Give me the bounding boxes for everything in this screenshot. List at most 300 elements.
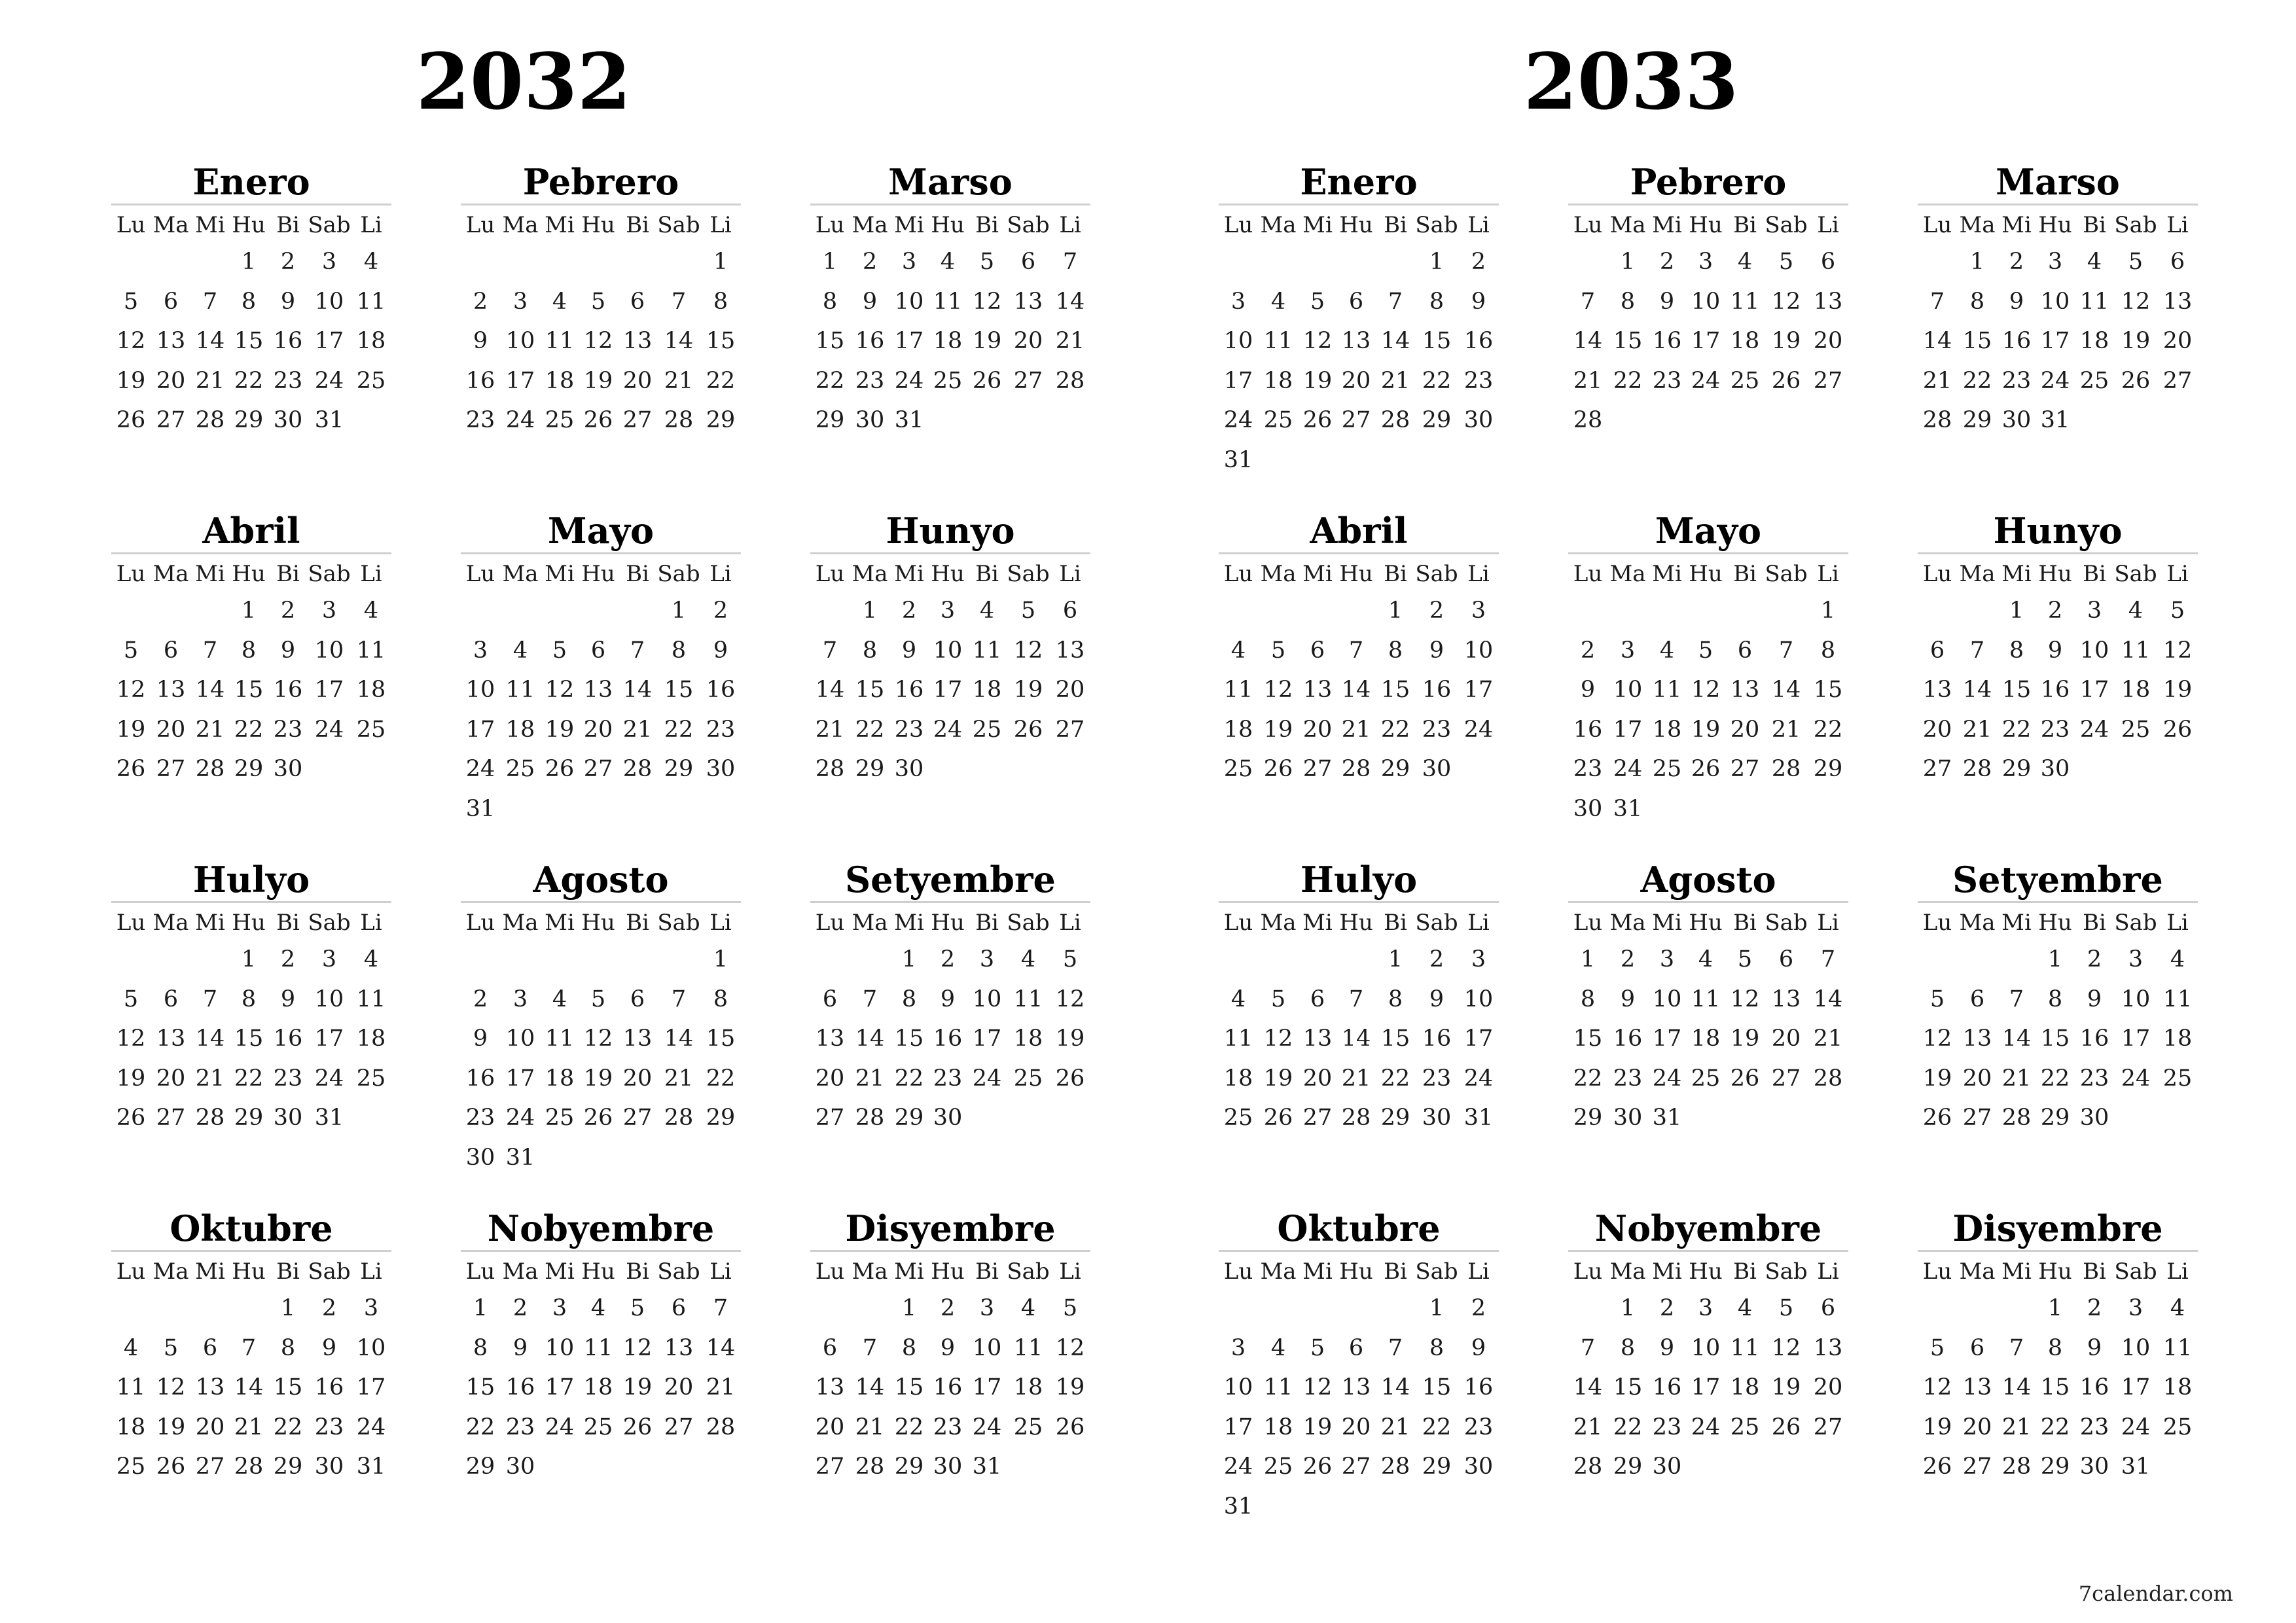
day-cell: 23	[465, 1105, 495, 1131]
day-cell: 8	[473, 1334, 488, 1361]
weekday-label: Ma	[1609, 212, 1646, 238]
weekday-label: Ma	[152, 561, 189, 587]
day-cell: 25	[1691, 1065, 1721, 1092]
month-divider	[1918, 901, 2198, 903]
month-calendar	[111, 858, 391, 1138]
day-cell: 24	[972, 1414, 1002, 1440]
empty-day-cell	[1050, 1098, 1090, 1138]
day-cell: 3	[1471, 946, 1486, 972]
weekday-label: Sab	[2114, 561, 2157, 587]
day-cell: 5	[123, 637, 139, 664]
empty-day-cell	[579, 1138, 618, 1178]
weekday-label: Bi	[276, 910, 300, 936]
day-cell: 13	[1730, 677, 1760, 703]
day-cell: 16	[2001, 328, 2032, 354]
day-cell: 16	[2079, 1026, 2109, 1052]
week-row	[1568, 789, 1848, 829]
day-cell: 16	[1652, 1374, 1682, 1400]
day-cell: 11	[2162, 1334, 2193, 1361]
day-cell: 30	[314, 1454, 344, 1480]
month-calendar	[461, 858, 741, 1177]
day-cell: 23	[505, 1414, 535, 1440]
week-row	[1918, 1368, 2198, 1408]
weekday-label: Mi	[545, 1258, 575, 1285]
day-cell: 5	[552, 637, 567, 664]
weekday-label: Bi	[2083, 910, 2106, 936]
day-cell: 18	[2162, 1374, 2193, 1400]
day-cell: 16	[505, 1374, 535, 1400]
day-cell: 15	[1380, 1026, 1410, 1052]
empty-day-cell	[1648, 591, 1686, 631]
day-cell: 28	[706, 1414, 736, 1440]
month-calendar	[1219, 509, 1499, 789]
week-row	[461, 1289, 741, 1329]
empty-day-cell	[1336, 242, 1376, 282]
week-row	[810, 710, 1090, 750]
empty-day-cell	[657, 789, 700, 829]
empty-day-cell	[1336, 1289, 1376, 1329]
day-cell: 25	[116, 1454, 146, 1480]
day-cell: 27	[815, 1105, 845, 1131]
month-name: Oktubre	[170, 1207, 333, 1249]
weekday-label: Sab	[1415, 212, 1458, 238]
day-cell: 11	[1013, 986, 1043, 1012]
month-name: Pebrero	[522, 161, 679, 203]
day-cell: 18	[1013, 1026, 1043, 1052]
weekday-header-row	[1568, 1255, 1848, 1289]
day-cell: 2	[1620, 946, 1636, 972]
day-cell: 3	[473, 637, 488, 664]
day-cell: 27	[1302, 756, 1333, 782]
day-cell: 24	[545, 1414, 575, 1440]
day-cell: 24	[2121, 1065, 2151, 1092]
empty-day-cell	[1765, 401, 1808, 440]
month-name: Hulyo	[1300, 859, 1418, 901]
week-row	[810, 361, 1090, 401]
empty-day-cell	[1686, 789, 1725, 829]
day-cell: 5	[1270, 637, 1286, 664]
week-row	[1219, 631, 1499, 671]
weekday-label: Hu	[931, 561, 965, 587]
day-cell: 23	[2001, 367, 2032, 394]
day-cell: 5	[1270, 986, 1286, 1012]
day-cell: 9	[1471, 1334, 1486, 1361]
day-cell: 13	[622, 328, 653, 354]
empty-day-cell	[657, 940, 700, 980]
day-cell: 12	[2162, 637, 2193, 664]
day-cell: 22	[1422, 367, 1452, 394]
empty-day-cell	[461, 242, 500, 282]
day-cell: 20	[1055, 677, 1085, 703]
day-cell: 22	[2001, 716, 2032, 743]
weekday-header-row	[111, 906, 391, 940]
day-cell: 25	[1263, 407, 1293, 433]
week-row	[461, 1059, 741, 1099]
day-cell: 9	[1659, 1334, 1675, 1361]
day-cell: 17	[1691, 1374, 1721, 1400]
day-cell: 31	[2040, 407, 2070, 433]
day-cell: 4	[1659, 637, 1675, 664]
day-cell: 2	[862, 249, 878, 275]
month-name: Agosto	[533, 859, 669, 901]
day-cell: 5	[1698, 637, 1713, 664]
day-cell: 31	[505, 1144, 535, 1171]
empty-day-cell	[151, 1289, 191, 1329]
day-cell: 21	[664, 367, 694, 394]
day-cell: 17	[894, 328, 924, 354]
day-cell: 11	[1223, 1026, 1253, 1052]
week-row	[810, 1329, 1090, 1368]
week-row	[1568, 1408, 1848, 1448]
day-cell: 18	[2079, 328, 2109, 354]
weekday-header-row	[1219, 208, 1499, 242]
month-divider	[1918, 1250, 2198, 1252]
week-row	[461, 631, 741, 671]
day-cell: 10	[894, 288, 924, 315]
empty-day-cell	[1725, 1447, 1765, 1487]
weekday-label: Sab	[657, 910, 700, 936]
weekday-label: Hu	[581, 910, 615, 936]
day-cell: 18	[1691, 1026, 1721, 1052]
day-cell: 6	[1969, 986, 1985, 1012]
day-cell: 22	[2040, 1414, 2070, 1440]
day-cell: 7	[202, 288, 218, 315]
day-cell: 27	[1302, 1105, 1333, 1131]
weekday-label: Li	[709, 1258, 732, 1285]
day-cell: 21	[1341, 1065, 1371, 1092]
day-cell: 22	[234, 716, 264, 743]
weekday-label: Ma	[502, 561, 539, 587]
week-row	[1219, 1408, 1499, 1448]
day-cell: 19	[1263, 1065, 1293, 1092]
day-cell: 30	[273, 756, 303, 782]
day-cell: 18	[933, 328, 963, 354]
day-cell: 5	[590, 986, 606, 1012]
day-cell: 14	[234, 1374, 264, 1400]
weekday-label: Ma	[1609, 910, 1646, 936]
day-cell: 23	[2040, 716, 2070, 743]
week-row	[461, 980, 741, 1020]
day-cell: 24	[1223, 1454, 1253, 1480]
empty-day-cell	[1568, 1289, 1607, 1329]
day-cell: 29	[1613, 1454, 1643, 1480]
day-cell: 1	[473, 1295, 488, 1321]
day-cell: 27	[156, 407, 186, 433]
day-cell: 1	[822, 249, 838, 275]
day-cell: 23	[2079, 1414, 2109, 1440]
day-cell: 24	[2079, 716, 2109, 743]
weekday-label: Mi	[1652, 910, 1682, 936]
weekday-label: Li	[1817, 561, 1839, 587]
day-cell: 14	[706, 1334, 736, 1361]
week-row	[1568, 1098, 1848, 1138]
week-row	[810, 670, 1090, 710]
day-cell: 11	[1730, 288, 1760, 315]
week-row	[1568, 401, 1848, 440]
week-row	[1568, 1019, 1848, 1059]
day-cell: 22	[234, 1065, 264, 1092]
day-cell: 19	[1263, 716, 1293, 743]
weekday-label: Bi	[1733, 212, 1757, 238]
day-cell: 30	[1573, 795, 1603, 822]
day-cell: 25	[1013, 1414, 1043, 1440]
week-row	[1219, 1059, 1499, 1099]
day-cell: 19	[116, 367, 146, 394]
day-cell: 11	[356, 637, 386, 664]
weekday-header-row	[1918, 1255, 2198, 1289]
day-cell: 6	[1310, 986, 1325, 1012]
empty-day-cell	[1219, 1289, 1258, 1329]
month-calendar	[1918, 160, 2198, 440]
day-cell: 28	[664, 407, 694, 433]
day-cell: 25	[972, 716, 1002, 743]
day-cell: 6	[630, 986, 645, 1012]
day-cell: 11	[1223, 677, 1253, 703]
day-cell: 2	[1471, 1295, 1486, 1321]
empty-day-cell	[928, 749, 967, 789]
day-cell: 17	[972, 1374, 1002, 1400]
day-cell: 29	[815, 407, 845, 433]
day-cell: 7	[713, 1295, 728, 1321]
day-cell: 19	[2162, 677, 2193, 703]
day-cell: 7	[671, 288, 687, 315]
day-cell: 22	[894, 1414, 924, 1440]
weekday-label: Bi	[975, 561, 999, 587]
day-cell: 7	[1820, 946, 1836, 972]
day-cell: 30	[933, 1454, 963, 1480]
day-cell: 23	[1422, 1065, 1452, 1092]
weekday-label: Mi	[2001, 212, 2032, 238]
day-cell: 13	[1922, 677, 1952, 703]
day-cell: 14	[622, 677, 653, 703]
day-cell: 16	[465, 367, 495, 394]
weekday-label: Li	[1817, 1258, 1839, 1285]
day-cell: 6	[1820, 1295, 1836, 1321]
day-cell: 16	[1463, 328, 1494, 354]
weekday-label: Bi	[626, 1258, 649, 1285]
empty-day-cell	[618, 940, 657, 980]
empty-day-cell	[928, 401, 967, 440]
day-cell: 3	[2047, 249, 2063, 275]
month-name: Hunyo	[886, 510, 1015, 552]
day-cell: 22	[234, 367, 264, 394]
month-calendar	[461, 1207, 741, 1487]
week-row	[111, 321, 391, 361]
week-row	[810, 631, 1090, 671]
week-row	[1918, 1098, 2198, 1138]
empty-day-cell	[1258, 242, 1299, 282]
month-calendar	[461, 160, 741, 440]
empty-day-cell	[1725, 591, 1765, 631]
day-cell: 10	[2121, 1334, 2151, 1361]
day-cell: 1	[901, 1295, 917, 1321]
empty-day-cell	[1258, 1487, 1299, 1527]
day-cell: 9	[2009, 288, 2024, 315]
day-cell: 16	[1573, 716, 1603, 743]
weekday-label: Lu	[1573, 1258, 1603, 1285]
day-cell: 23	[1652, 1414, 1682, 1440]
day-cell: 22	[273, 1414, 303, 1440]
day-cell: 27	[1771, 1065, 1801, 1092]
day-cell: 16	[933, 1374, 963, 1400]
day-cell: 8	[2009, 637, 2024, 664]
day-cell: 2	[280, 946, 296, 972]
weekday-label: Li	[1817, 910, 1839, 936]
weekday-label: Lu	[815, 910, 845, 936]
day-cell: 16	[1652, 328, 1682, 354]
day-cell: 5	[979, 249, 995, 275]
day-cell: 30	[1422, 756, 1452, 782]
empty-day-cell	[1957, 591, 1998, 631]
day-cell: 2	[321, 1295, 337, 1321]
day-cell: 13	[156, 677, 186, 703]
empty-day-cell	[500, 789, 541, 829]
day-cell: 22	[1613, 367, 1643, 394]
month-name: Nobyembre	[1594, 1207, 1822, 1249]
day-cell: 1	[280, 1295, 296, 1321]
week-row	[111, 631, 391, 671]
empty-day-cell	[579, 940, 618, 980]
week-row	[1568, 282, 1848, 322]
day-cell: 30	[273, 1105, 303, 1131]
week-row	[1219, 242, 1499, 282]
day-cell: 26	[545, 756, 575, 782]
weekday-label: Ma	[1260, 910, 1297, 936]
day-cell: 21	[1922, 367, 1952, 394]
day-cell: 19	[1302, 1414, 1333, 1440]
weekday-label: Li	[1467, 212, 1490, 238]
day-cell: 11	[2162, 986, 2193, 1012]
month-calendar	[1568, 160, 1848, 440]
week-row	[810, 1408, 1090, 1448]
day-cell: 25	[1223, 1105, 1253, 1131]
day-cell: 26	[116, 407, 146, 433]
weekday-label: Ma	[152, 212, 189, 238]
day-cell: 3	[979, 946, 995, 972]
day-cell: 17	[1223, 367, 1253, 394]
day-cell: 15	[706, 1026, 736, 1052]
day-cell: 30	[2001, 407, 2032, 433]
day-cell: 14	[1341, 1026, 1371, 1052]
month-name: Enero	[192, 161, 310, 203]
empty-day-cell	[111, 591, 151, 631]
day-cell: 30	[706, 756, 736, 782]
weekday-label: Hu	[232, 212, 266, 238]
day-cell: 27	[195, 1454, 225, 1480]
empty-day-cell	[308, 749, 351, 789]
day-cell: 23	[1613, 1065, 1643, 1092]
day-cell: 7	[2009, 986, 2024, 1012]
day-cell: 29	[273, 1454, 303, 1480]
weekday-label: Ma	[1959, 212, 1996, 238]
day-cell: 12	[116, 328, 146, 354]
weekday-label: Lu	[465, 1258, 495, 1285]
weekday-label: Lu	[815, 1258, 845, 1285]
weekday-label: Hu	[1689, 561, 1723, 587]
day-cell: 16	[1422, 1026, 1452, 1052]
week-row	[1918, 1289, 2198, 1329]
day-cell: 14	[1055, 288, 1085, 315]
day-cell: 15	[855, 677, 885, 703]
day-cell: 30	[894, 756, 924, 782]
day-cell: 13	[195, 1374, 225, 1400]
day-cell: 2	[1429, 946, 1444, 972]
week-row	[810, 1059, 1090, 1099]
day-cell: 24	[505, 407, 535, 433]
day-cell: 16	[273, 1026, 303, 1052]
week-row	[1568, 1447, 1848, 1487]
day-cell: 25	[356, 1065, 386, 1092]
week-row	[1918, 980, 2198, 1020]
day-cell: 4	[363, 597, 379, 624]
day-cell: 2	[713, 597, 728, 624]
day-cell: 11	[356, 288, 386, 315]
day-cell: 11	[2121, 637, 2151, 664]
weekday-label: Hu	[931, 1258, 965, 1285]
day-cell: 16	[1613, 1026, 1643, 1052]
day-cell: 26	[156, 1454, 186, 1480]
weekday-label: Hu	[232, 1258, 266, 1285]
day-cell: 19	[1691, 716, 1721, 743]
day-cell: 19	[1055, 1374, 1085, 1400]
week-row	[810, 321, 1090, 361]
weekday-label: Sab	[657, 1258, 700, 1285]
day-cell: 11	[2079, 288, 2109, 315]
month-calendar	[111, 1207, 391, 1487]
empty-day-cell	[1299, 440, 1336, 480]
day-cell: 7	[1348, 637, 1364, 664]
day-cell: 28	[195, 407, 225, 433]
day-cell: 1	[241, 597, 257, 624]
weekday-label: Hu	[1339, 1258, 1373, 1285]
day-cell: 14	[1573, 328, 1603, 354]
month-calendar	[810, 858, 1090, 1138]
month-name: Setyembre	[1952, 859, 2163, 901]
day-cell: 1	[241, 249, 257, 275]
day-cell: 6	[1969, 1334, 1985, 1361]
empty-day-cell	[1648, 401, 1686, 440]
weekday-label: Mi	[2001, 910, 2032, 936]
day-cell: 25	[505, 756, 535, 782]
weekday-label: Hu	[931, 212, 965, 238]
weekday-label: Ma	[1959, 1258, 1996, 1285]
day-cell: 29	[855, 756, 885, 782]
day-cell: 21	[195, 367, 225, 394]
day-cell: 10	[1691, 1334, 1721, 1361]
week-row	[1918, 1059, 2198, 1099]
day-cell: 30	[273, 407, 303, 433]
weekday-label: Li	[1467, 910, 1490, 936]
day-cell: 9	[1659, 288, 1675, 315]
day-cell: 1	[1388, 946, 1403, 972]
day-cell: 14	[2001, 1374, 2032, 1400]
day-cell: 26	[1922, 1454, 1952, 1480]
day-cell: 28	[855, 1454, 885, 1480]
day-cell: 12	[1263, 1026, 1293, 1052]
day-cell: 16	[273, 677, 303, 703]
day-cell: 6	[202, 1334, 218, 1361]
empty-day-cell	[579, 242, 618, 282]
day-cell: 13	[156, 328, 186, 354]
day-cell: 14	[855, 1374, 885, 1400]
day-cell: 6	[1778, 946, 1794, 972]
day-cell: 8	[1620, 1334, 1636, 1361]
day-cell: 10	[972, 986, 1002, 1012]
weekday-label: Ma	[1959, 561, 1996, 587]
weekday-label: Sab	[1415, 561, 1458, 587]
day-cell: 15	[234, 328, 264, 354]
empty-day-cell	[850, 940, 890, 980]
